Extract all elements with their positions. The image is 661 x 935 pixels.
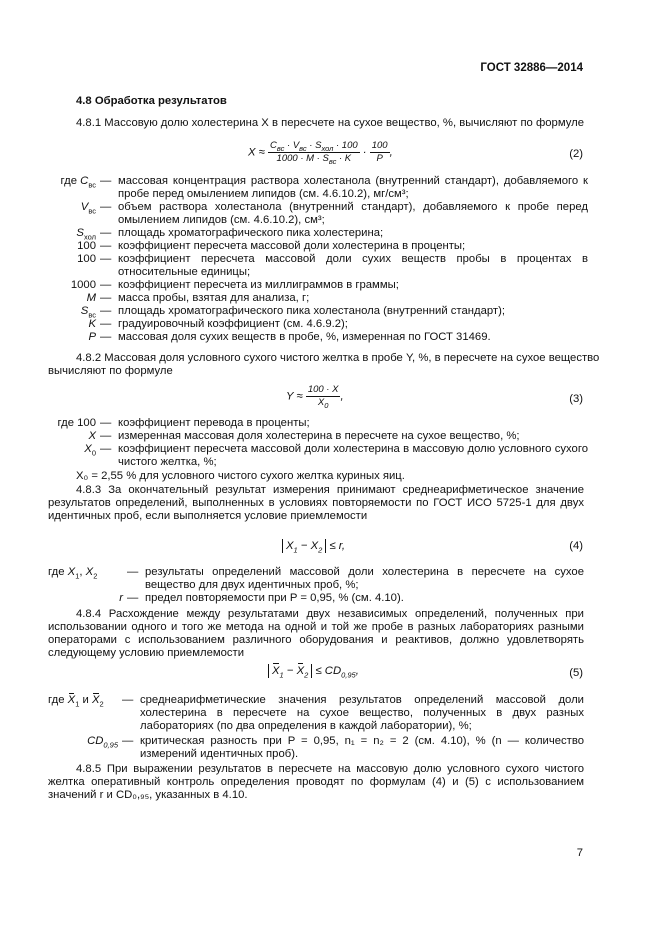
definitions-formula-5: где $X_1$ и $X_2$ — среднеарифметические значения результатов определений массовой доли холестерина в пересчете на сухое вещество, полученных в двух разных лабораториях (по два определения в каждой лаборатории), %; $CD_{0,95}$ — критическая разность при P = 0,95, n₁ = n₂ = 2 (см. 4.10), % (n — количество измерений идентичных проб).	[48, 694, 584, 760]
definition-row	[48, 175, 588, 201]
definition-text: коэффициент пересчета массовой доли сухих веществ пробы в процентах в относительные единицы;	[118, 253, 588, 278]
definition-row	[48, 430, 588, 443]
definition-dash: —	[100, 305, 112, 317]
equation-number-5: (5)	[569, 667, 583, 679]
definition-text: коэффициент пересчета массовой доли холестерина в массовую долю условного сухого чистого желтка, %;	[118, 443, 588, 468]
definition-text: площадь хроматографического пика холестанола (внутренний стандарт);	[118, 305, 505, 317]
paragraph-4-8-4: 4.8.4 Расхождение между результатами двух независимых определений, полученных при использовании одного и того же метода на одной и той же пробе в разных лабораториях разными операторами с использованием различного оборудования и реактивов, должно удовлетворять следующему условию приемлемости	[48, 608, 584, 659]
definition-row	[48, 292, 588, 305]
definition-dash: —	[100, 227, 112, 239]
paragraph-4-8-2-line2: вычисляют по формуле	[48, 365, 173, 377]
definition-symbol: $V_{вс}$	[80, 201, 96, 216]
section-title: 4.8 Обработка результатов	[76, 95, 227, 107]
definition-dash: —	[100, 430, 112, 442]
definition-symbol: 1000	[70, 279, 96, 291]
definition-dash: —	[100, 175, 112, 187]
definition-symbol: $X_0$	[84, 443, 96, 458]
definition-row	[48, 305, 588, 318]
definition-dash: —	[100, 279, 112, 291]
paragraph-4-8-2-line1: 4.8.2 Массовая доля условного сухого чистого желтка в пробе Y, %, в пересчете на сухое вещество	[76, 352, 600, 364]
formula-2: X ≈ $\frac{C_{вс} \cdot V_{вс} \cdot S_{хол} \cdot 100}{1000 \cdot M \cdot S_{вс} \cdot K}$ · $\frac{100}{P}$ ,	[248, 140, 393, 166]
definition-text: коэффициент пересчета из миллиграммов в граммы;	[118, 279, 399, 291]
definition-text: массовая концентрация раствора холестанола (внутренний стандарт), добавляемого к пробе перед омылением липидов (см. 4.6.10.2), мг/см³;	[118, 175, 588, 200]
definition-symbol: $S_{хол}$	[76, 227, 96, 242]
definition-symbol: 100	[77, 253, 96, 265]
def-x1-x2: результаты определений массовой доли холестерина в пересчете на сухое вещество для двух идентичных проб, %;	[145, 566, 584, 591]
definition-row	[48, 240, 588, 253]
equation-number-2: (2)	[569, 148, 583, 160]
definition-row	[48, 279, 588, 292]
definition-row	[48, 443, 588, 469]
definition-dash: —	[100, 331, 112, 343]
definition-dash: —	[100, 240, 112, 252]
definition-symbol: M	[86, 292, 96, 304]
definition-text: масса пробы, взятая для анализа, г;	[118, 292, 310, 304]
definitions-formula-2	[48, 175, 588, 344]
definition-row	[48, 253, 588, 279]
definitions-formula-3	[48, 417, 588, 469]
definition-text: измеренная массовая доля холестерина в пересчете на сухое вещество, %;	[118, 430, 520, 442]
document-header: ГОСТ 32886—2014	[480, 62, 583, 74]
paragraph-4-8-5: 4.8.5 При выражении результатов в пересчете на массовую долю условного сухого чистого желтка оперативный контроль определения проводят по формулам (4) и (5) с использованием значений r и CD₀,₉₅, указанных в 4.10.	[48, 763, 584, 801]
definition-dash: —	[100, 443, 112, 455]
definition-dash: —	[100, 417, 112, 429]
definition-row	[48, 318, 588, 331]
definition-text: коэффициент пересчета массовой доли холестерина в проценты;	[118, 240, 466, 252]
equation-number-3: (3)	[569, 393, 583, 405]
definition-text: коэффициент перевода в проценты;	[118, 417, 310, 429]
definition-dash: —	[100, 292, 112, 304]
formula-5: $X_1 - X_2 \le CD_{0,95}$,	[268, 664, 359, 678]
definition-row	[48, 201, 588, 227]
definition-row	[48, 227, 588, 240]
definition-dash: —	[100, 253, 112, 265]
def-r: предел повторяемости при P = 0,95, % (см. 4.10).	[145, 592, 404, 604]
definition-symbol: P	[88, 331, 96, 343]
definition-row	[48, 417, 588, 430]
equation-number-4: (4)	[569, 540, 583, 552]
definitions-formula-4: где $X_1$, $X_2$ — результаты определений массовой доли холестерина в пересчете на сухое вещество для двух идентичных проб, %; r — предел повторяемости при P = 0,95, % (см. 4.10).	[48, 566, 584, 604]
definition-text: градуировочный коэффициент (см. 4.6.9.2);	[118, 318, 348, 330]
definition-symbol: X	[88, 430, 96, 442]
def-x1-x2-mean: среднеарифметические значения результатов определений массовой доли холестерина в пересчете на сухое вещество, полученных в двух разных лабораториях (по два определения в каждой лаборатории), %;	[140, 694, 584, 732]
definition-row	[48, 331, 588, 344]
paragraph-4-8-3: 4.8.3 За окончательный результат измерения принимают среднеарифметическое значение результатов определений, выполненных в условиях повторяемости по ГОСТ ИСО 5725-1 для двух идентичных проб, если выполняется условие приемлемости	[48, 484, 584, 522]
definition-text: площадь хроматографического пика холестерина;	[118, 227, 384, 239]
definition-symbol: 100	[77, 240, 96, 252]
definition-text: массовая доля сухих веществ в пробе, %, измеренная по ГОСТ 31469.	[118, 331, 491, 343]
definition-dash: —	[100, 318, 112, 330]
formula-4: $X_1 - X_2 \le r$,	[282, 539, 345, 553]
x0-value-line: X₀ = 2,55 % для условного чистого сухого желтка куриных яиц.	[76, 470, 405, 482]
definition-symbol: $S_{вс}$	[80, 305, 96, 320]
definition-symbol: где $C_{вс}$	[60, 175, 96, 190]
def-cd095: критическая разность при P = 0,95, n₁ = n₂ = 2 (см. 4.10), % (n — количество измерений идентичных проб).	[140, 735, 584, 760]
definition-symbol: где 100	[57, 417, 96, 429]
paragraph-4-8-1: 4.8.1 Массовую долю холестерина X в пересчете на сухое вещество, %, вычисляют по формуле	[76, 117, 585, 129]
page-number: 7	[576, 847, 583, 859]
definition-text: объем раствора холестанола (внутренний стандарт), добавляемого к пробе перед омылением липидов (см. 4.6.10.2), см³;	[118, 201, 588, 226]
formula-3: Y ≈ $\frac{100 \cdot X}{X_0}$ ,	[286, 384, 344, 410]
definition-symbol: K	[88, 318, 96, 330]
definition-dash: —	[100, 201, 112, 213]
